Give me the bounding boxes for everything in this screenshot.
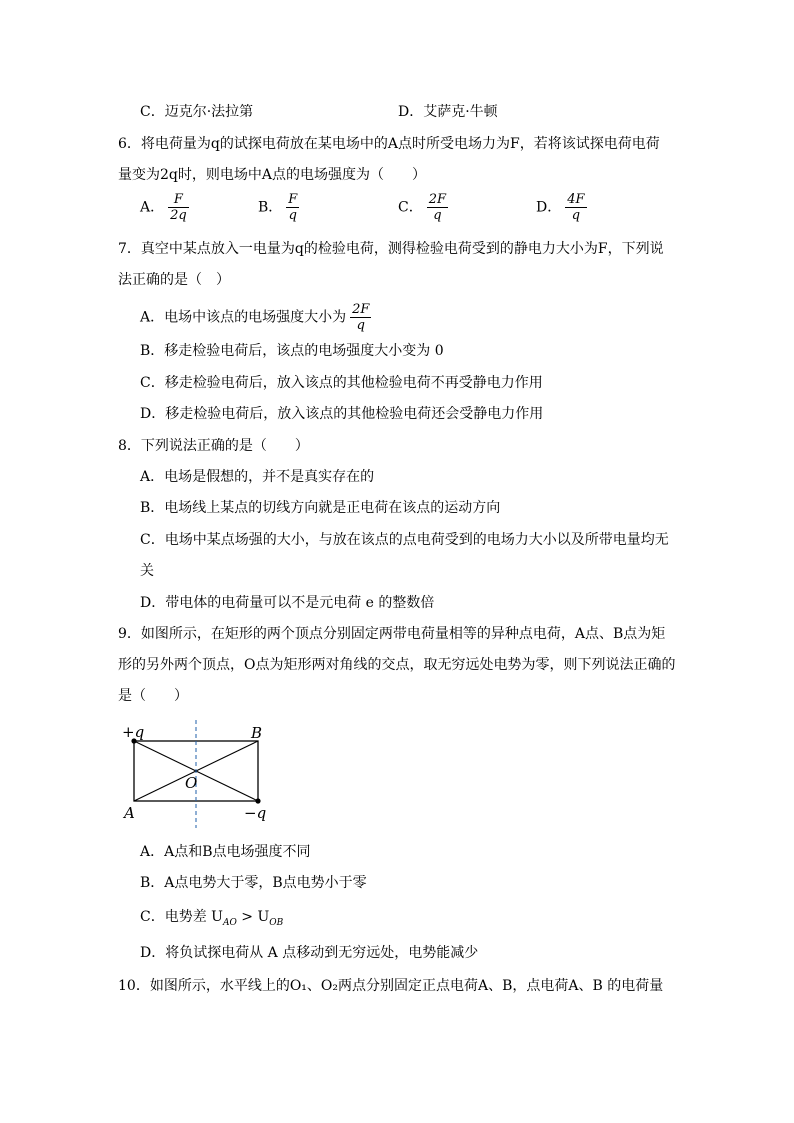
q5-option-c: C．迈克尔·法拉第: [140, 104, 254, 120]
label-b: B: [251, 724, 263, 742]
q6-option-b-fraction: $\frac{F}{q}$: [288, 192, 298, 223]
q9-rectangle-figure: [118, 718, 278, 830]
q9-stem-line2: 形的另外两个顶点，O点为矩形两对角线的交点，取无穷远处电势为零，则下列说法正确的: [118, 657, 676, 673]
q6-stem-line1: 6．将电荷量为q的试探电荷放在某电场中的A点时所受电场力为F，若将该试探电荷电荷: [118, 136, 660, 152]
q6-stem-line2: 量变为2q时，则电场中A点的电场强度为（ ）: [118, 167, 426, 183]
label-a: A: [124, 804, 135, 822]
q7-option-a: A．电场中该点的电场强度大小为 $\frac{2F}{q}$: [140, 302, 370, 333]
label-plus-q: +q: [122, 723, 145, 741]
q8-stem: 8．下列说法正确的是（ ）: [118, 438, 309, 454]
q6-option-a: A． $\frac{F}{2q}$: [140, 192, 187, 223]
q8-option-c-line1: C．电场中某点场强的大小，与放在该点的点电荷受到的电场力大小以及所带电量均无: [140, 532, 669, 548]
q6-option-d: D． $\frac{4F}{q}$: [536, 192, 585, 223]
q6-option-c-fraction: $\frac{2F}{q}$: [428, 192, 447, 223]
q9-option-d: D．将负试探电荷从 A 点移动到无穷远处，电势能减少: [140, 945, 479, 961]
q7-option-a-fraction: $\frac{2F}{q}$: [352, 302, 370, 333]
label-minus-q: −q: [244, 804, 267, 822]
q7-option-d: D．移走检验电荷后，放入该点的其他检验电荷还会受静电力作用: [140, 406, 544, 422]
q10-stem-line1: 10．如图所示，水平线上的O₁、O₂两点分别固定正点电荷A、B，点电荷A、B 的电荷量: [118, 978, 664, 994]
q6-option-d-fraction: $\frac{4F}{q}$: [567, 192, 585, 223]
q7-option-c: C．移走检验电荷后，放入该点的其他检验电荷不再受静电力作用: [140, 375, 543, 391]
q8-option-a: A．电场是假想的，并不是真实存在的: [140, 469, 375, 485]
q9-option-b: B．A点电势大于零，B点电势小于零: [140, 875, 367, 891]
q9-stem-line3: 是（ ）: [118, 688, 188, 704]
q9-option-c: C．电势差 $U_{AO} > U_{OB}$: [140, 909, 284, 928]
q7-option-b: B．移走检验电荷后，该点的电场强度大小变为 0: [140, 343, 444, 359]
negative-charge-point: [255, 798, 260, 803]
q5-option-d: D．艾萨克·牛顿: [398, 104, 498, 120]
q7-stem-line1: 7．真空中某点放入一电量为q的检验电荷，测得检验电荷受到的静电力大小为F，下列说: [118, 241, 664, 257]
q9-stem-line1: 9．如图所示，在矩形的两个顶点分别固定两带电荷量相等的异种点电荷，A点、B点为矩: [118, 626, 666, 642]
label-o: O: [185, 774, 198, 792]
q8-option-b: B．电场线上某点的切线方向就是正电荷在该点的运动方向: [140, 500, 501, 516]
q8-option-d: D．带电体的电荷量可以不是元电荷 e 的整数倍: [140, 595, 435, 611]
q9-option-a: A．A点和B点电场强度不同: [140, 844, 311, 860]
q7-stem-line2: 法正确的是（ ）: [118, 272, 230, 288]
q8-option-c-line2: 关: [140, 563, 154, 579]
q6-option-b: B． $\frac{F}{q}$: [258, 192, 298, 223]
q6-option-c: C． $\frac{2F}{q}$: [398, 192, 447, 223]
q6-option-a-fraction: $\frac{F}{2q}$: [170, 192, 187, 223]
